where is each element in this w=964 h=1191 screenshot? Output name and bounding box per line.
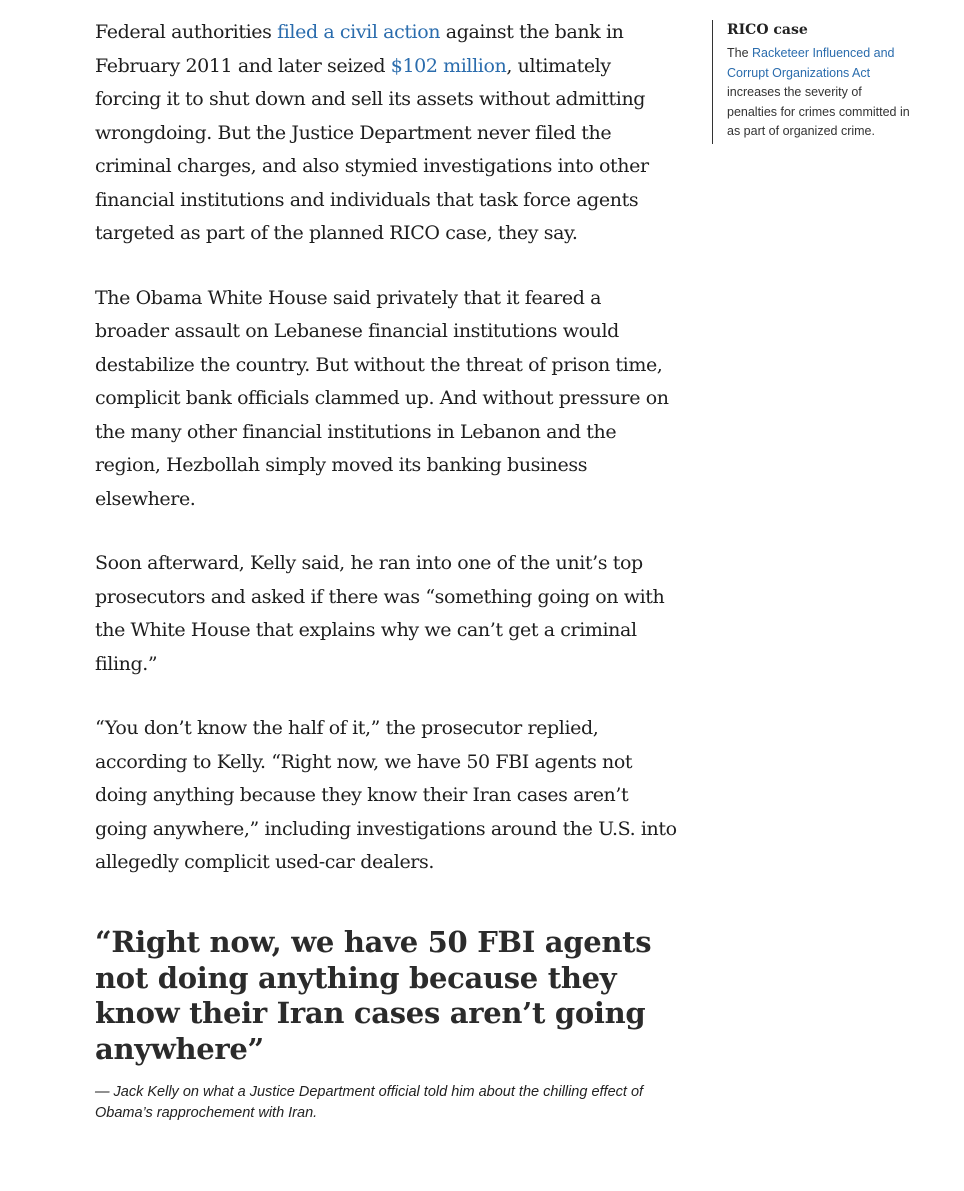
seized-amount-link[interactable]: $102 million — [390, 54, 507, 77]
rico-act-link[interactable]: Racketeer Influenced and Corrupt Organizations Act — [727, 46, 895, 80]
rico-sidebar-note — [712, 20, 912, 144]
pull-quote-attribution: — Jack Kelly on what a Justice Department official told him about the chilling effect of Obama’s rapprochement with Iran. — [95, 1084, 644, 1121]
civil-action-link[interactable]: filed a civil action — [277, 21, 441, 43]
sidebar-text-end: increases the severity of penalties for crimes committed in as part of organized crime. — [727, 85, 910, 138]
sidebar-text — [727, 44, 912, 142]
paragraph-3: Soon afterward, Kelly said, he ran into one of the unit’s top prosecutors and asked if there was “something going on with the White House that explains why we can’t get a criminal filing.” — [95, 552, 665, 675]
pull-quote: “Right now, we have 50 FBI agents not doing anything because they know their Iran cases aren’t going anywhere” — [95, 925, 652, 1066]
paragraph-2: The Obama White House said privately that it feared a broader assault on Lebanese financial institutions would destabilize the country. But without the threat of prison time, complicit bank officials clammed up. And without pressure on the many other financial institutions in Lebanon and the region, Hezbollah simply moved its banking business elsewhere. — [95, 286, 669, 510]
sidebar-title: RICO case — [727, 22, 808, 38]
paragraph-4: “You don’t know the half of it,” the prosecutor replied, according to Kelly. “Right now, we have 50 FBI agents not doing anything because they know their Iran cases aren’t going anywhere,” including investigations around the U.S. into allegedly complicit used-car dealers. — [95, 717, 677, 873]
paragraph-1 — [95, 16, 680, 251]
article-body — [95, 16, 680, 911]
paragraph-1-text-middle: against the bank in February 2011 and later seized — [95, 21, 624, 77]
paragraph-1-text-start: Federal authorities — [95, 21, 278, 43]
paragraph-1-text-end: , ultimately forcing it to shut down and sell its assets without admitting wrongdoing. But the Justice Department never filed the criminal charges, and also stymied investigations into other financial institutions and individuals that task force agents targeted as part of the planned RICO case, they say. — [95, 54, 649, 244]
sidebar-text-start: The — [727, 46, 753, 60]
